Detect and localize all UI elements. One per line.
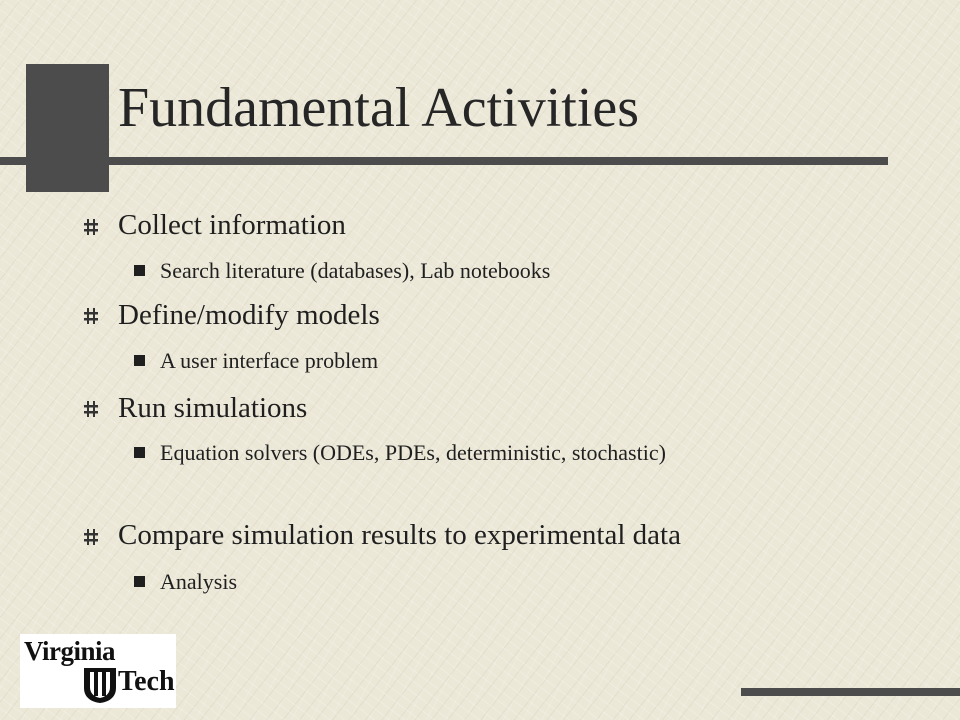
shield-mark-icon — [82, 666, 118, 704]
square-bullet-icon — [134, 576, 145, 587]
logo-text-tech: Tech — [118, 666, 175, 697]
hash-bullet-icon — [84, 401, 98, 417]
bullet-item-label: Collect information — [118, 209, 346, 241]
slide-title: Fundamental Activities — [118, 77, 640, 139]
sub-bullet-label: Analysis — [160, 569, 237, 594]
square-bullet-icon — [134, 447, 145, 458]
hash-bullet-icon — [84, 529, 98, 545]
sub-bullet-label: Search literature (databases), Lab notebooks — [160, 258, 551, 283]
hash-bullet-icon — [84, 219, 98, 235]
square-bullet-icon — [134, 265, 145, 276]
sub-bullet-label: Equation solvers (ODEs, PDEs, deterministic, stochastic) — [160, 440, 666, 465]
logo-text-virginia: Virginia — [24, 636, 116, 666]
sub-bullet-label: A user interface problem — [160, 348, 379, 373]
bullet-item-label: Run simulations — [118, 392, 308, 424]
virginia-tech-logo — [20, 634, 176, 708]
bullet-item-label: Define/modify models — [118, 299, 380, 331]
bullet-item-label: Compare simulation results to experimental data — [118, 519, 681, 551]
square-bullet-icon — [134, 355, 145, 366]
hash-bullet-icon — [84, 308, 98, 324]
